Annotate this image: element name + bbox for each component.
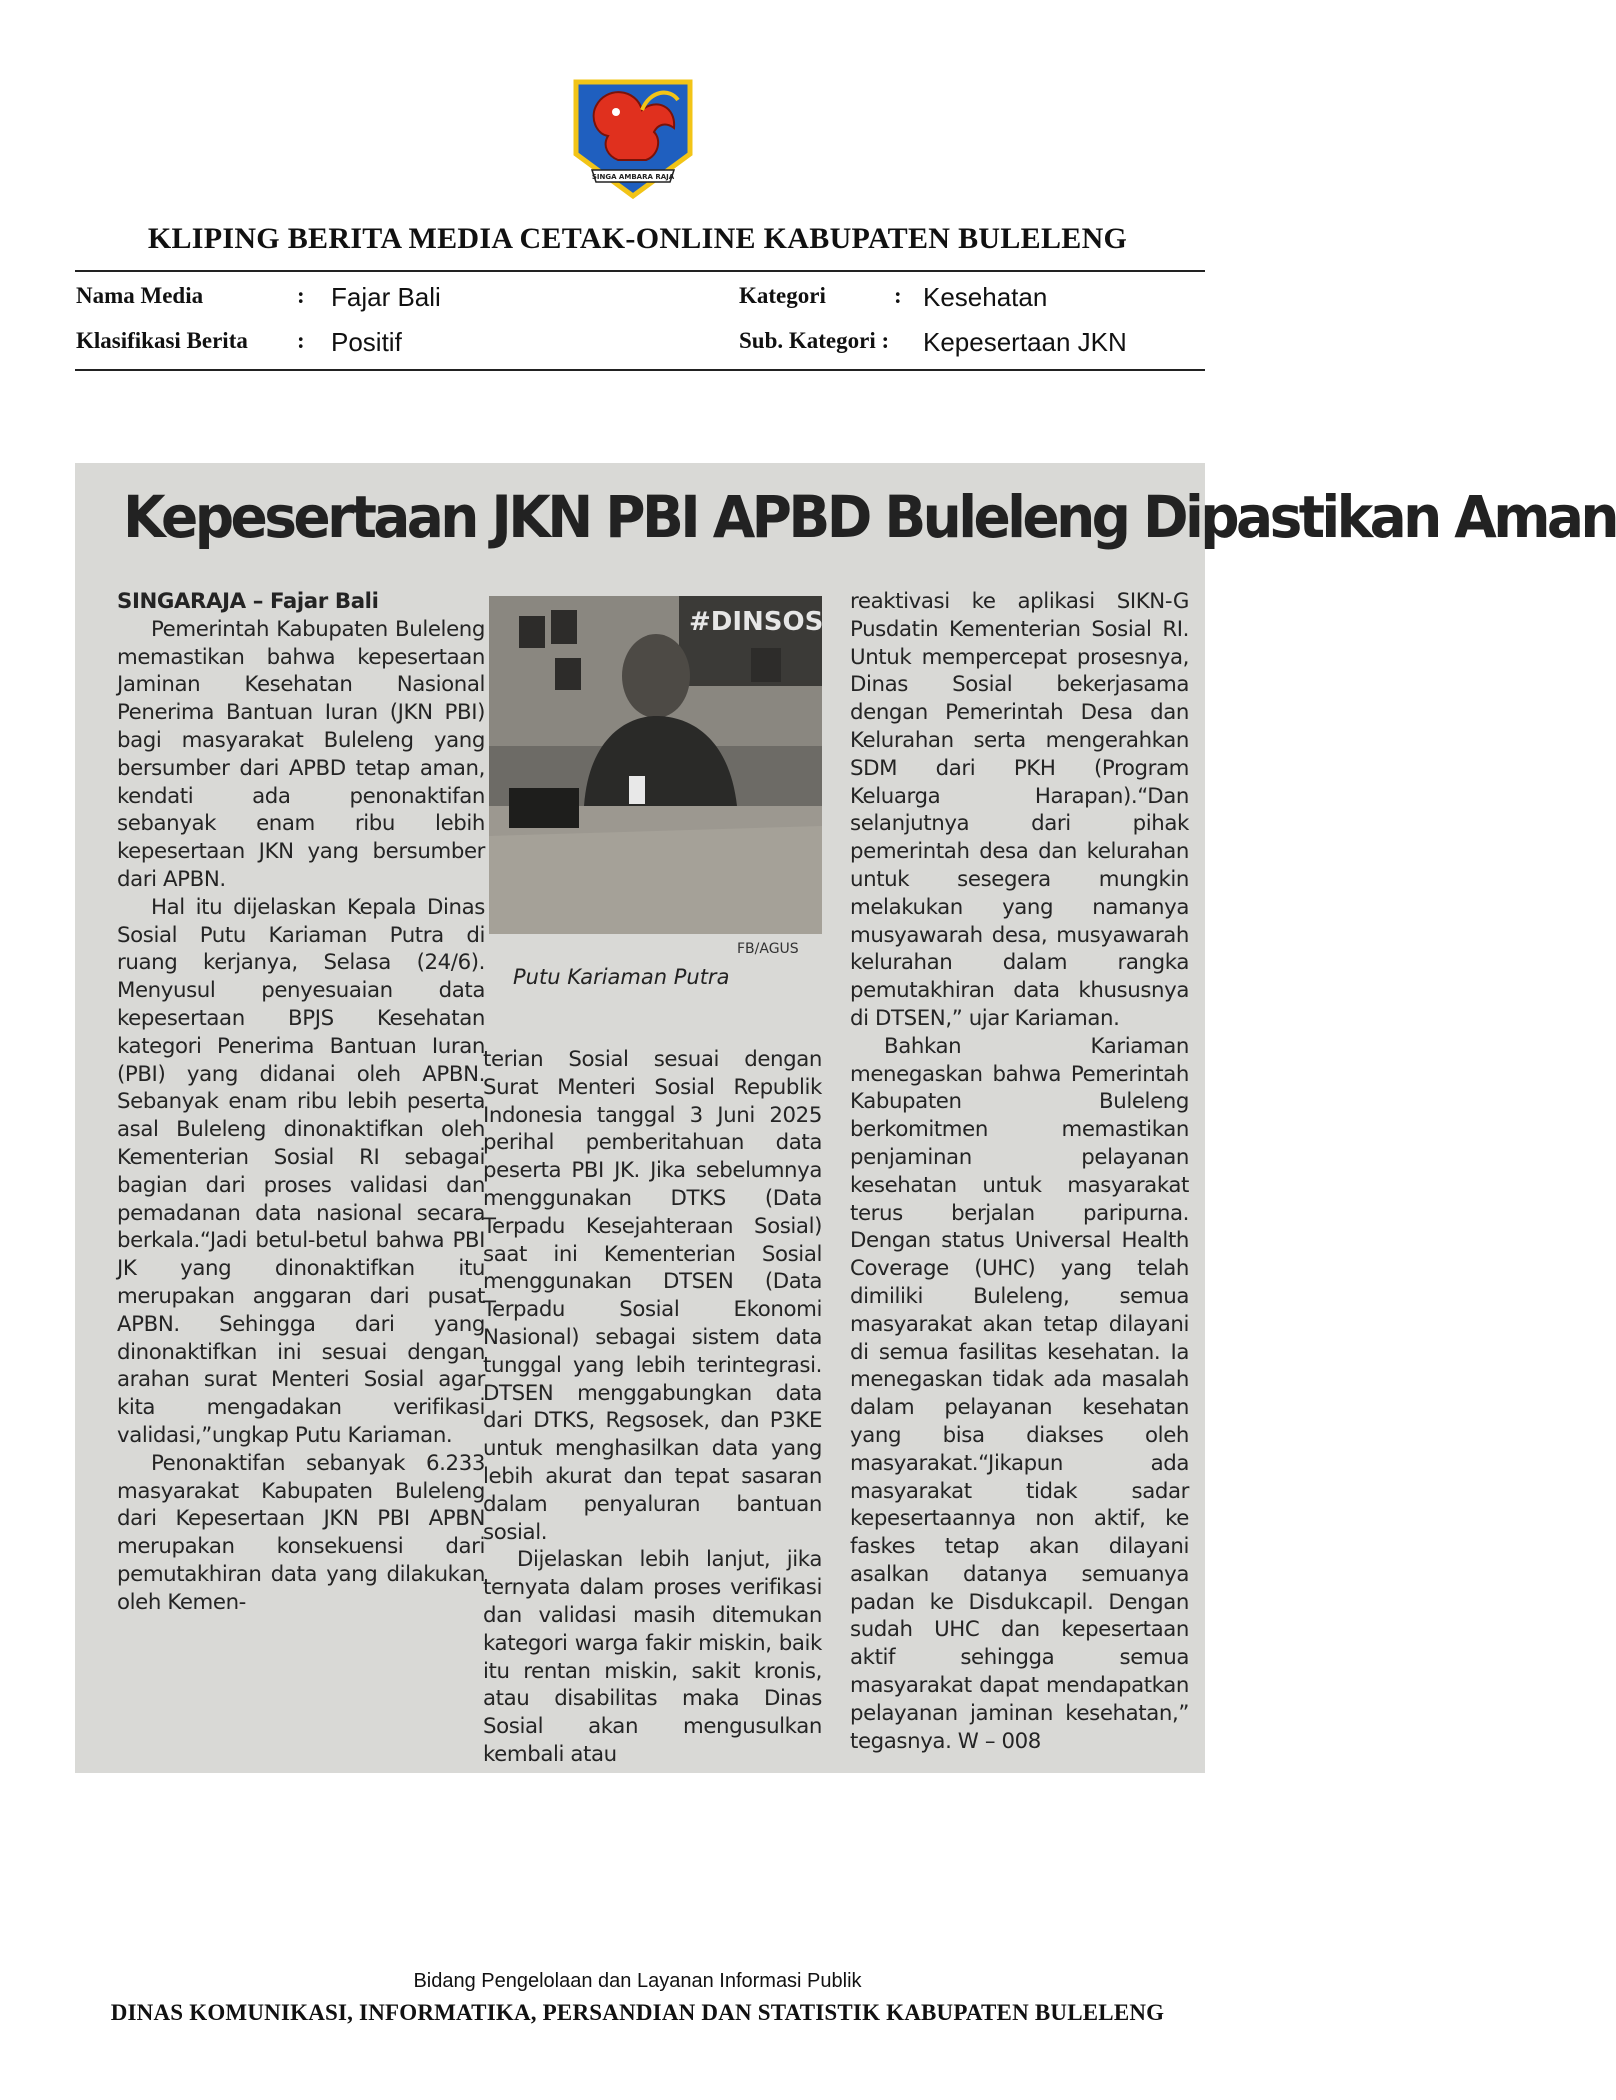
paragraph: reaktivasi ke aplikasi SIKN-G Pusdatin Kementerian Sosial RI. Untuk mempercepat prosesnya, Dinas Sosial bekerjasama dengan Pemerintah Desa dan Kelurahan serta mengerahkan SDM dari PKH (Program Keluarga Harapan).“Dan selanjutnya dari pihak pemerintah desa dan kelurahan untuk sesegera mungkin melakukan yang namanya musyawarah desa, musyawarah kelurahan dalam rangka pemutakhiran data khususnya di DTSEN,” ujar Kariaman. <box>850 589 1189 1031</box>
photo-background-sign: #DINSOS <box>689 607 824 637</box>
footer-unit: Bidang Pengelolaan dan Layanan Informasi Publik <box>413 1970 862 1992</box>
photo-credit: FB/AGUS <box>737 941 799 957</box>
classification-separator: : <box>297 328 305 353</box>
media-name-label: Nama Media <box>76 283 204 308</box>
photo-caption: Putu Kariaman Putra <box>513 965 730 989</box>
article-photo <box>489 596 822 934</box>
article-headline: Kepesertaan JKN PBI APBD Buleleng Dipastikan Aman <box>123 483 1616 551</box>
category-value: Kesehatan <box>923 282 1048 312</box>
media-name-row <box>76 283 203 309</box>
article-column-2 <box>483 1046 822 1769</box>
paragraph: Pemerintah Kabupaten Buleleng memastikan bahwa kepesertaan Jaminan Kesehatan Nasional Penerima Bantuan Iuran (JKN PBI) bagi masyarakat Buleleng yang bersumber dari APBD tetap aman, kendati ada penonaktifan sebanyak enam ribu lebih kepesertaan JKN yang bersumber dari APBN. <box>117 616 485 892</box>
footer-organization: DINAS KOMUNIKASI, INFORMATIKA, PERSANDIAN DAN STATISTIK KABUPATEN BULELENG <box>110 2000 1165 2025</box>
media-name-value: Fajar Bali <box>331 282 441 312</box>
header-divider-top <box>75 270 1205 272</box>
logo-motto: SINGA AMBARA RAJA <box>591 173 675 181</box>
article-column-1 <box>117 588 485 1616</box>
classification-row <box>76 328 248 354</box>
category-separator: : <box>894 283 902 308</box>
news-clipping <box>75 463 1616 1773</box>
category-label: Kategori <box>739 283 826 308</box>
article-dateline: SINGARAJA – Fajar Bali <box>117 589 379 614</box>
document-title: KLIPING BERITA MEDIA CETAK-ONLINE KABUPATEN BULELENG <box>147 222 1128 255</box>
article-column-3 <box>850 588 1189 1755</box>
media-name-separator: : <box>297 283 305 308</box>
paragraph: Dijelaskan lebih lanjut, jika ternyata dalam proses verifikasi dan validasi masih ditemukan kategori warga fakir miskin, baik itu rentan miskin, sakit kronis, atau disabilitas maka Dinas Sosial akan mengusulkan kembali atau <box>483 1547 822 1767</box>
classification-label: Klasifikasi Berita <box>76 328 248 353</box>
subcategory-value: Kepesertaan JKN <box>923 327 1127 357</box>
category-row <box>739 283 826 309</box>
classification-value: Positif <box>331 327 402 357</box>
subcategory-row <box>739 328 889 354</box>
header-divider-bottom <box>75 369 1205 371</box>
paragraph: Bahkan Kariaman menegaskan bahwa Pemerintah Kabupaten Buleleng berkomitmen memastikan penjaminan pelayanan kesehatan untuk masyarakat terus berjalan paripurna. Dengan status Universal Health Coverage (UHC) yang telah dimiliki Buleleng, semua masyarakat akan tetap dilayani di semua fasilitas kesehatan. Ia menegaskan tidak ada masalah dalam pelayanan kesehatan yang bisa diakses oleh masyarakat.“Jikapun ada masyarakat tidak sadar kepesertaannya non aktif, ke faskes tetap akan dilayani asalkan datanya semuanya padan ke Disdukcapil. Dengan sudah UHC dan kepesertaan aktif sehingga semua masyarakat dapat mendapatkan pelayanan jaminan kesehatan,” tegasnya. W – 008 <box>850 1033 1189 1754</box>
paragraph: Hal itu dijelaskan Kepala Dinas Sosial Putu Kariaman Putra di ruang kerjanya, Selasa (24/6). Menyusul penyesuaian data kepesertaan BPJS Kesehatan kategori Penerima Bantuan Iuran (PBI) yang didanai oleh APBN. Sebanyak enam ribu lebih peserta asal Buleleng dinonaktifkan oleh Kementerian Sosial RI sebagai bagian dari proses validasi dan pemadanan data nasional secara berkala.“Jadi betul-betul bahwa PBI JK yang dinonaktifkan itu merupakan anggaran dari pusat APBN. Sehingga dari yang dinonaktifkan ini sesuai dengan arahan surat Menteri Sosial agar kita mengadakan verifikasi validasi,”ungkap Putu Kariaman. <box>117 894 485 1448</box>
paragraph: terian Sosial sesuai dengan Surat Menteri Sosial Republik Indonesia tanggal 3 Juni 2025 perihal pemberitahuan data peserta PBI JK. Jika sebelumnya menggunakan DTKS (Data Terpadu Kesejahteraan Sosial) saat ini Kementerian Sosial menggunakan DTSEN (Data Terpadu Sosial Ekonomi Nasional) sebagai sistem data tunggal yang lebih terintegrasi. DTSEN menggabungkan data dari DTKS, Regsosek, dan P3KE untuk menghasilkan data yang lebih akurat dan tepat sasaran dalam penyaluran bantuan sosial. <box>483 1047 822 1545</box>
regency-logo <box>566 76 700 200</box>
paragraph: Penonaktifan sebanyak 6.233 masyarakat Kabupaten Buleleng dari Kepesertaan JKN PBI APBN merupakan konsekuensi dari pemutakhiran data yang dilakukan oleh Kemen- <box>117 1450 485 1615</box>
subcategory-label: Sub. Kategori : <box>739 328 890 353</box>
